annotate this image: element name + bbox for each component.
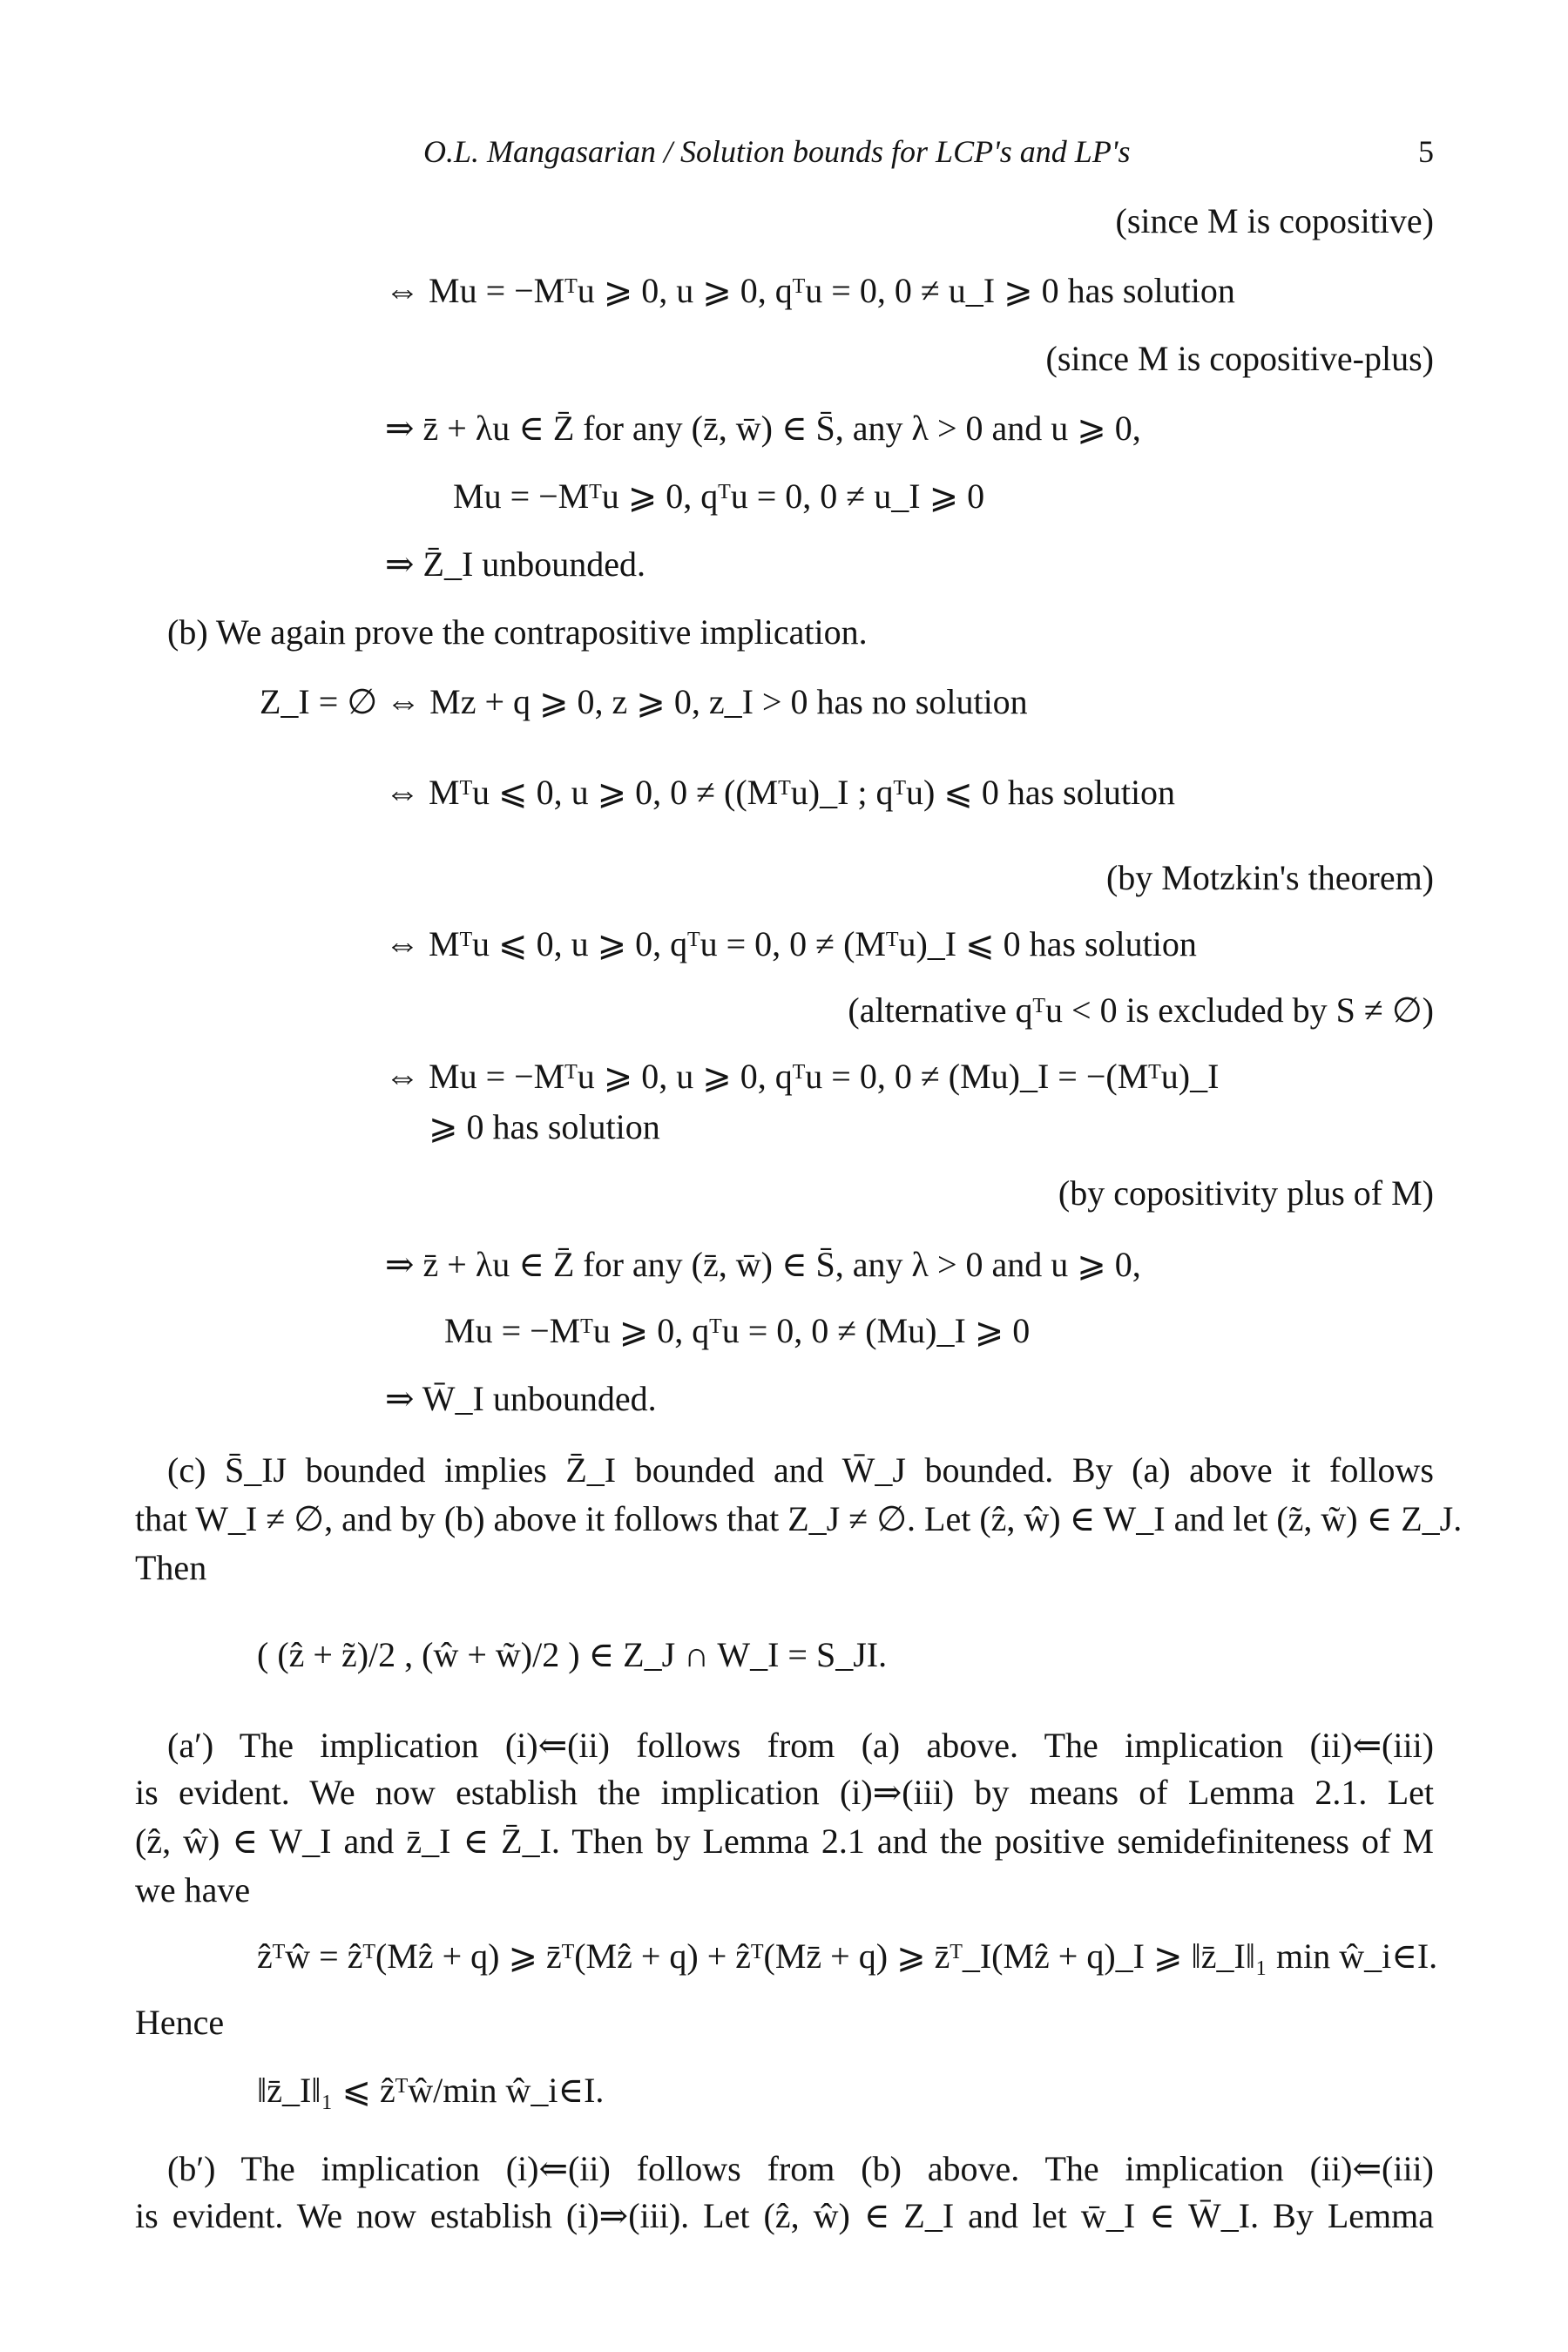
paragraph-a-prime-line: (a′) The implication (i)⇐(ii) follows from (a) above. The implication (ii)⇐(iii): [167, 1726, 1434, 1765]
equation-line: ⇔ Mu = −Mᵀu ⩾ 0, u ⩾ 0, qᵀu = 0, 0 ≠ (Mu)_I = −(Mᵀu)_I: [385, 1057, 1220, 1096]
equation-line: ⇔ Mu = −Mᵀu ⩾ 0, u ⩾ 0, qᵀu = 0, 0 ≠ u_I ⩾ 0 has solution: [385, 271, 1235, 310]
paragraph-c-line: (c) S̄_IJ bounded implies Z̄_I bounded and W̄_J bounded. By (a) above it follows: [167, 1450, 1434, 1490]
equation-line: ⩾ 0 has solution: [429, 1107, 660, 1146]
paragraph-a-prime-line: (ẑ, ŵ) ∈ W_I and z̄_I ∈ Z̄_I. Then by Lemma 2.1 and the positive semidefiniteness of M: [135, 1821, 1434, 1861]
equation-line-matrix: ⇔ Mᵀu ⩽ 0, u ⩾ 0, 0 ≠ ((Mᵀu)_I ; qᵀu) ⩽ 0 has solution: [385, 773, 1176, 812]
equation-line: ⇒ z̄ + λu ∈ Z̄ for any (z̄, w̄) ∈ S̄, any λ > 0 and u ⩾ 0,: [385, 409, 1141, 448]
hence-label: Hence: [135, 2003, 225, 2042]
page-number: 5: [1418, 134, 1434, 169]
equation-line: ⇒ W̄_I unbounded.: [385, 1379, 657, 1418]
paragraph-a-prime-line: we have: [135, 1870, 251, 1909]
running-title: O.L. Mangasarian / Solution bounds for LCP's and LP's: [423, 134, 1131, 169]
paragraph-b-prime-line: is evident. We now establish (i)⇒(iii). Let (ẑ, ŵ) ∈ Z_I and let w̄_I ∈ W̄_I. By Lemma: [135, 2196, 1434, 2235]
equation-display: ‖z̄_I‖₁ ⩽ ẑᵀŵ/min ŵ_i∈I.: [257, 2071, 605, 2110]
equation-display: ẑᵀŵ = ẑᵀ(Mẑ + q) ⩾ z̄ᵀ(Mẑ + q) + ẑᵀ(Mz̄ + q) ⩾ z̄ᵀ_I(Mẑ + q)_I ⩾ ‖z̄_I‖₁ min ŵ_i∈I.: [257, 1936, 1438, 1976]
paragraph-b-prime-line: (b′) The implication (i)⇐(ii) follows from (b) above. The implication (ii)⇐(iii): [167, 2149, 1434, 2188]
justification-alternative: (alternative qᵀu < 0 is excluded by S ≠ ∅): [848, 990, 1434, 1030]
paragraph-c-line: Then: [135, 1548, 207, 1587]
justification-copositive-plus: (since M is copositive-plus): [1045, 339, 1434, 378]
paragraph-b-intro: (b) We again prove the contrapositive implication.: [167, 612, 868, 652]
equation-line: Mu = −Mᵀu ⩾ 0, qᵀu = 0, 0 ≠ u_I ⩾ 0: [453, 476, 985, 516]
justification-copositive: (since M is copositive): [1115, 201, 1434, 240]
equation-display: ( (ẑ + z̃)/2 , (ŵ + w̃)/2 ) ∈ Z_J ∩ W_I = S_JI.: [257, 1635, 888, 1674]
justification-copositivity-plus: (by copositivity plus of M): [1058, 1173, 1434, 1213]
equation-line: Mu = −Mᵀu ⩾ 0, qᵀu = 0, 0 ≠ (Mu)_I ⩾ 0: [444, 1311, 1031, 1350]
equation-line: Z_I = ∅ ⇔ Mz + q ⩾ 0, z ⩾ 0, z_I > 0 has no solution: [260, 682, 1028, 721]
paragraph-c-line: that W_I ≠ ∅, and by (b) above it follows that Z_J ≠ ∅. Let (ẑ, ŵ) ∈ W_I and let (z̃, w̃) ∈ Z_J.: [135, 1499, 1463, 1538]
justification-motzkin: (by Motzkin's theorem): [1105, 858, 1434, 897]
equation-line: ⇒ z̄ + λu ∈ Z̄ for any (z̄, w̄) ∈ S̄, any λ > 0 and u ⩾ 0,: [385, 1245, 1141, 1284]
paragraph-a-prime-line: is evident. We now establish the implication (i)⇒(iii) by means of Lemma 2.1. Let: [135, 1773, 1434, 1812]
equation-line: ⇒ Z̄_I unbounded.: [385, 544, 646, 584]
equation-line: ⇔ Mᵀu ⩽ 0, u ⩾ 0, qᵀu = 0, 0 ≠ (Mᵀu)_I ⩽ 0 has solution: [385, 924, 1197, 963]
